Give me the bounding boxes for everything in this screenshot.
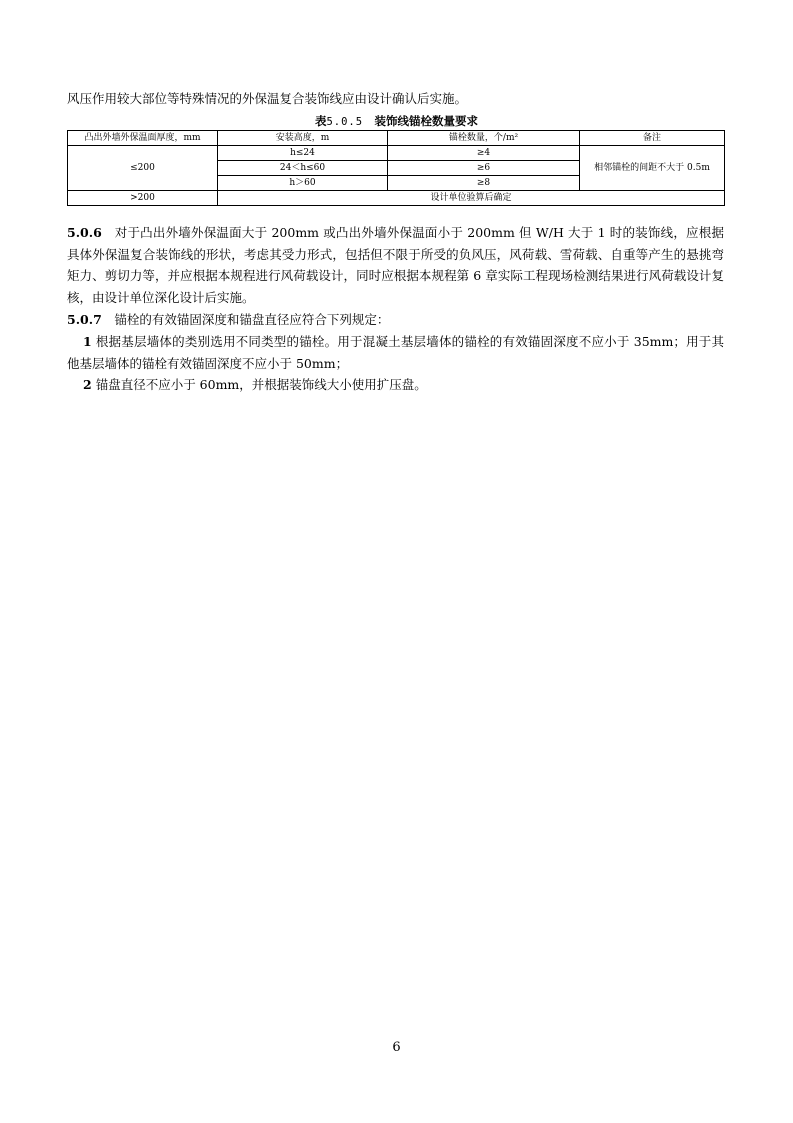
item-number: 2: [83, 377, 92, 392]
table-header-row: [68, 131, 725, 146]
clause-number: 5.0.7: [67, 312, 102, 327]
table-caption-title: 装饰线锚栓数量要求: [374, 114, 479, 128]
page-number: 6: [392, 1040, 401, 1055]
table-caption-number: 5.0.5: [326, 116, 364, 128]
cell-thickness: ≤200: [68, 146, 218, 191]
clause-item: [67, 374, 724, 396]
cell-height: h≤24: [218, 146, 388, 161]
cell-note: 相邻锚栓的间距不大于 0.5m: [580, 146, 725, 191]
clause-text: 对于凸出外墙外保温面大于 200mm 或凸出外墙外保温面小于 200mm 但 W/H 大于 1 时的装饰线，应根据具体外保温复合装饰线的形状，考虑其受力形式，包括但不限于所受的负风压，风荷载、雪荷载、自重等产生的悬挑弯矩力、剪切力等，并应根据本规程进行风荷载设计，同时应根据本规程第 6 章实际工程现场检测结果进行风荷载设计复核，由设计单位深化设计后实施。: [67, 225, 724, 306]
cell-thickness: >200: [68, 191, 218, 206]
cell-height: h＞60: [218, 176, 388, 191]
item-text: 根据基层墙体的类别选用不同类型的锚栓。用于混凝土基层墙体的锚栓的有效锚固深度不应小于 35mm；用于其他基层墙体的锚栓有效锚固深度不应小于 50mm；: [67, 334, 724, 371]
header-thickness: 凸出外墙外保温面厚度，mm: [68, 131, 218, 146]
anchor-quantity-table: [67, 130, 725, 206]
table-caption-prefix: 表: [314, 114, 327, 128]
cell-count: ≥4: [388, 146, 580, 161]
intro-paragraph: 风压作用较大部位等特殊情况的外保温复合装饰线应由设计确认后实施。: [67, 91, 468, 106]
table-row: [68, 191, 725, 206]
table-caption: [0, 113, 793, 129]
clause-5-0-6: [67, 222, 724, 309]
clause-number: 5.0.6: [67, 225, 102, 240]
clause-5-0-7: [67, 309, 724, 331]
cell-height: 24＜h≤60: [218, 161, 388, 176]
cell-count: ≥6: [388, 161, 580, 176]
cell-count: ≥8: [388, 176, 580, 191]
table-row: [68, 146, 725, 161]
cell-merged: 设计单位验算后确定: [218, 191, 725, 206]
item-text: 锚盘直径不应小于 60mm，并根据装饰线大小使用扩压盘。: [95, 377, 427, 392]
clause-item: [67, 331, 724, 374]
header-note: 备注: [580, 131, 725, 146]
header-count: 锚栓数量，个/m²: [388, 131, 580, 146]
item-number: 1: [83, 334, 92, 349]
header-height: 安装高度，m: [218, 131, 388, 146]
clause-text: 锚栓的有效锚固深度和锚盘直径应符合下列规定：: [114, 312, 390, 327]
